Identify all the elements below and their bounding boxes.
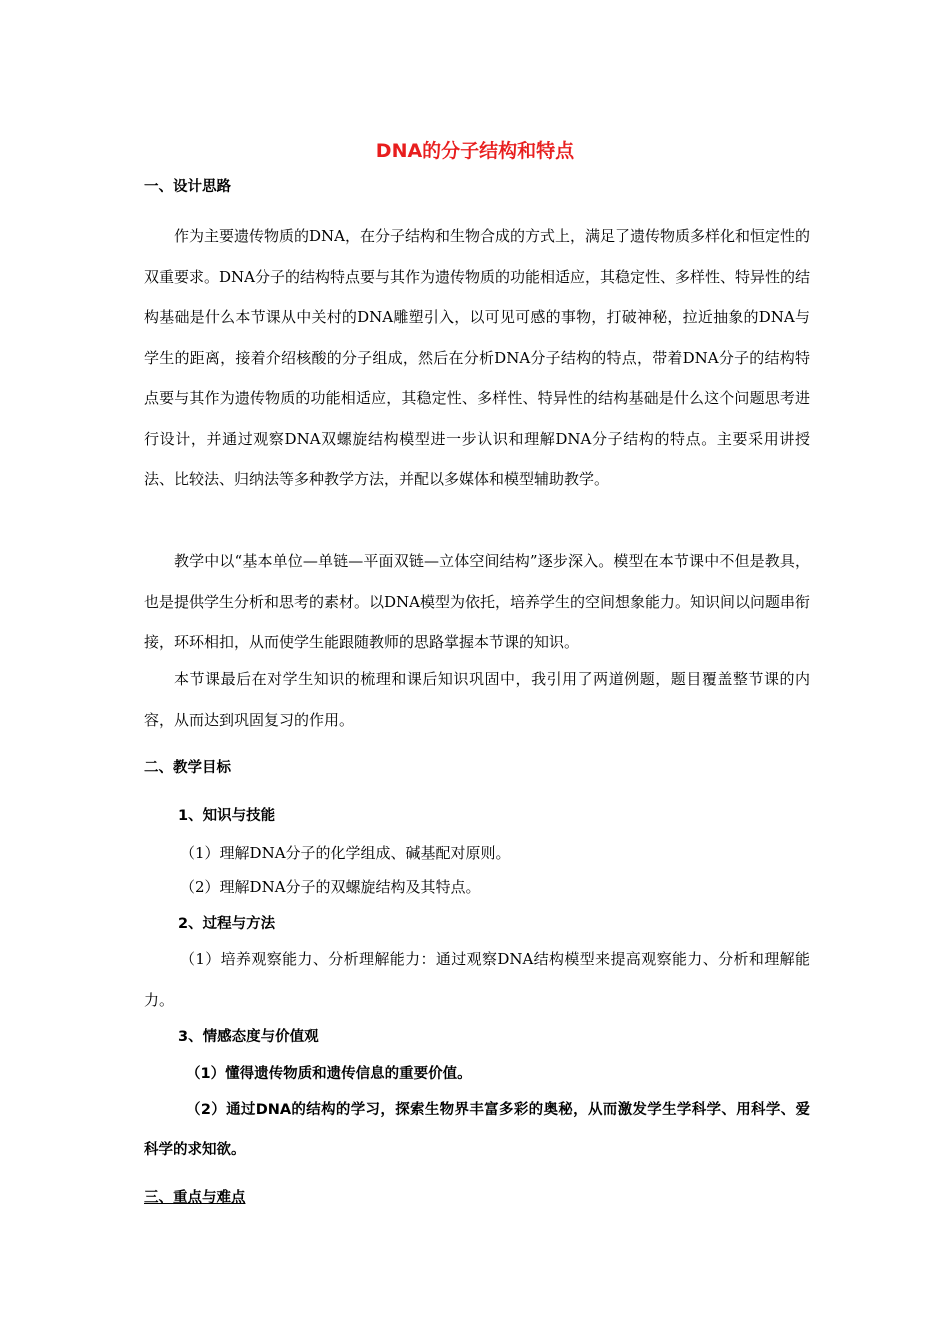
subheading-attitude-values: 3、情感态度与价值观 (178, 1029, 319, 1045)
section-heading-design: 一、设计思路 (144, 179, 231, 195)
subheading-knowledge-skills: 1、知识与技能 (178, 808, 276, 824)
paragraph-design-3: 本节课最后在对学生知识的梳理和课后知识巩固中，我引用了两道例题，题目覆盖整节课的内容，从而达到巩固复习的作用。 (144, 670, 810, 729)
attitude-item-1: （1）懂得遗传物质和遗传信息的重要价值。 (186, 1066, 472, 1082)
objective-item-1: （1）理解DNA分子的化学组成、碱基配对原则。 (180, 844, 511, 862)
section-heading-objectives: 二、教学目标 (144, 760, 231, 776)
objective-process-item: （1）培养观察能力、分析理解能力：通过观察DNA结构模型来提高观察能力、分析和理解能力。 (144, 950, 810, 1009)
document-title: DNA的分子结构和特点 (375, 140, 575, 162)
objective-item-2: （2）理解DNA分子的双螺旋结构及其特点。 (180, 878, 481, 896)
attitude-item-2: （2）通过DNA的结构的学习，探索生物界丰富多彩的奥秘，从而激发学生学科学、用科学、爱科学的求知欲。 (144, 1102, 810, 1158)
paragraph-design-1: 作为主要遗传物质的DNA，在分子结构和生物合成的方式上，满足了遗传物质多样化和恒定性的双重要求。DNA分子的结构特点要与其作为遗传物质的功能相适应，其稳定性、多样性、特异性的结构基础是什么本节课从中关村的DNA雕塑引入，以可见可感的事物，打破神秘，拉近抽象的DNA与学生的距离，接着介绍核酸的分子组成，然后在分析DNA分子结构的特点，带着DNA分子的结构特点要与其作为遗传物质的功能相适应，其稳定性、多样性、特异性的结构基础是什么这个问题思考进行设计，并通过观察DNA双螺旋结构模型进一步认识和理解DNA分子结构的特点。主要采用讲授法、比较法、归纳法等多种教学方法，并配以多媒体和模型辅助教学。 (144, 227, 810, 488)
subheading-process-method: 2、过程与方法 (178, 916, 276, 932)
section-heading-key-points: 三、重点与难点 (144, 1190, 246, 1206)
paragraph-design-2: 教学中以“基本单位—单链—平面双链—立体空间结构”逐步深入。模型在本节课中不但是教具，也是提供学生分析和思考的素材。以DNA模型为依托，培养学生的空间想象能力。知识间以问题串衔接，环环相扣，从而使学生能跟随教师的思路掌握本节课的知识。 (144, 552, 810, 651)
